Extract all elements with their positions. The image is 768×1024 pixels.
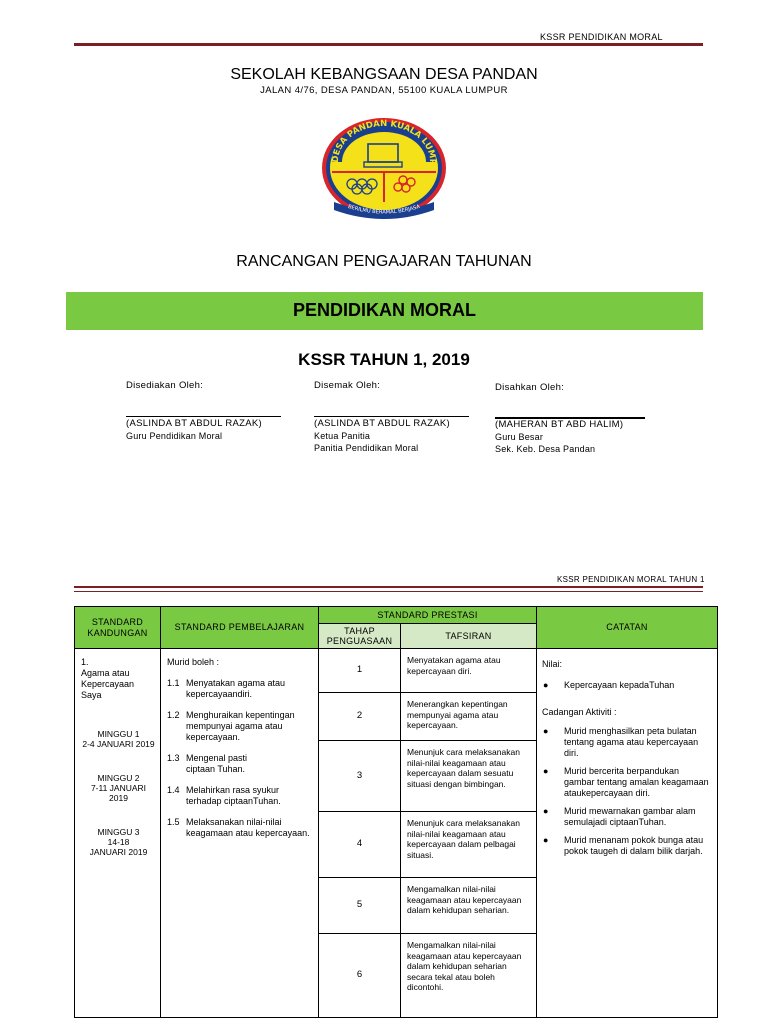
bullet-icon: ● — [543, 806, 549, 816]
tahap-cell: 6 — [319, 934, 401, 1018]
header-standard-prestasi: STANDARD PRESTASI — [319, 607, 537, 624]
lesson-plan-table — [74, 606, 718, 1018]
week-label: MINGGU 2 — [97, 773, 140, 783]
header-standard-pembelajaran: STANDARD PEMBELAJARAN — [161, 607, 319, 649]
tahap-cell: 1 — [319, 649, 401, 693]
bullet-icon: ● — [543, 835, 549, 845]
tafsiran-cell: Menerangkan kepentingan mempunyai agama atau kepercayaan. — [401, 693, 537, 741]
sp-item: 1.4 Melahirkan rasa syukur terhadap ciptaanTuhan. — [167, 785, 281, 806]
signatory-role: Sek. Keb. Desa Pandan — [495, 444, 596, 454]
school-logo — [318, 110, 450, 222]
week-label: MINGGU 1 — [97, 729, 140, 739]
tahap-cell: 5 — [319, 878, 401, 934]
aktiviti-item: ● Murid menghasilkan peta bulatan tentang agama atau kepercayaan diri. — [543, 726, 699, 758]
bullet-icon: ● — [543, 680, 549, 690]
sk-number: 1. — [81, 657, 89, 667]
tafsiran-cell: Menunjuk cara melaksanakan nilai-nilai keagamaan atau kepercayaan dalam pelbagai situasi. — [401, 812, 537, 878]
signatory-role: Ketua Panitia — [314, 431, 371, 441]
school-address: JALAN 4/76, DESA PANDAN, 55100 KUALA LUMPUR — [260, 85, 508, 96]
tafsiran-cell: Menunjuk cara melaksanakan nilai-nilai keagamaan atau kepercayaan dalam sesuatu situasi dengan bimbingan. — [401, 741, 537, 812]
catatan-cell — [537, 649, 718, 1018]
aktiviti-item: ● Murid mewarnakan gambar alam semulajadi ciptaanTuhan. — [543, 806, 696, 827]
sp-item: 1.2 Menghuraikan kepentingan mempunyai agama atau kepercayaan. — [167, 710, 295, 742]
tahap-cell: 4 — [319, 812, 401, 878]
header-rule — [74, 43, 703, 46]
page-header-label: KSSR PENDIDIKAN MORAL TAHUN 1 — [557, 575, 705, 584]
bullet-icon: ● — [543, 726, 549, 736]
signatory-name: (ASLINDA BT ABDUL RAZAK) — [314, 418, 451, 429]
header-rule — [74, 591, 703, 592]
signatory-role: Panitia Pendidikan Moral — [314, 443, 419, 453]
sp-intro: Murid boleh : — [167, 657, 220, 667]
tafsiran-cell: Mengamalkan nilai-nilai keagamaan atau kepercayaan dalam kehidupan seharian. — [401, 878, 537, 934]
sk-title: Agama atau Kepercayaan Saya — [81, 668, 135, 700]
sp-item: 1.1 Menyatakan agama atau kepercayaandiri. — [167, 678, 286, 699]
signatory-role: Guru Besar — [495, 432, 544, 442]
sp-item: 1.3 Mengenal pasti ciptaan Tuhan. — [167, 753, 248, 774]
aktiviti-item: ● Murid menanam pokok bunga atau pokok taugeh di dalam bilik darjah. — [543, 835, 704, 856]
week-block — [81, 729, 156, 749]
signatory-name: (ASLINDA BT ABDUL RAZAK) — [126, 418, 263, 429]
subject-title: PENDIDIKAN MORAL — [293, 300, 476, 320]
header-tafsiran: TAFSIRAN — [401, 624, 537, 649]
school-name: SEKOLAH KEBANGSAAN DESA PANDAN — [230, 66, 538, 83]
aktiviti-title: Cadangan Aktiviti : — [542, 707, 617, 717]
signatory-label: Disediakan Oleh: — [126, 380, 204, 391]
standard-pembelajaran-cell — [161, 649, 319, 1018]
tafsiran-cell: Menyatakan agama atau kepercayaan diri. — [401, 649, 537, 693]
header-catatan: CATATAN — [537, 607, 718, 649]
week-dates: 2-4 JANUARI 2019 — [82, 739, 155, 749]
kssr-year-title: KSSR TAHUN 1, 2019 — [298, 350, 470, 369]
signatory-name: (MAHERAN BT ABD HALIM) — [495, 419, 624, 430]
tafsiran-cell: Mengamalkan nilai-nilai keagamaan atau kepercayaan dalam kehidupan seharian secara tekal atau boleh dicontohi. — [401, 934, 537, 1018]
signature-line — [314, 416, 469, 417]
aktiviti-item: ● Murid bercerita berpandukan gambar tentang amalan keagamaan ataukepercayaan diri. — [543, 766, 709, 798]
signatory-label: Disahkan Oleh: — [495, 382, 565, 393]
week-label: MINGGU 3 — [97, 827, 140, 837]
logo-arc-text: DESA PANDAN KUALA LUMP — [330, 118, 438, 166]
signatory-label: Disemak Oleh: — [314, 380, 381, 391]
page-header-label: KSSR PENDIDIKAN MORAL — [540, 32, 663, 42]
week-block — [81, 773, 156, 803]
week-block — [81, 827, 156, 857]
logo-motto: BERILMU BERAMAL BERJASA — [347, 203, 421, 216]
tahap-cell: 2 — [319, 693, 401, 741]
standard-kandungan-cell — [75, 649, 161, 1018]
tahap-cell: 3 — [319, 741, 401, 812]
header-tahap: TAHAP PENGUASAAN — [319, 624, 401, 649]
sp-item: 1.5 Melaksanakan nilai-nilai keagamaan atau kepercayaan. — [167, 817, 310, 838]
header-standard-kandungan: STANDARD KANDUNGAN — [75, 607, 161, 649]
week-dates: 14-18 JANUARI 2019 — [89, 837, 148, 857]
bullet-icon: ● — [543, 766, 549, 776]
signature-line — [126, 416, 281, 417]
week-dates: 7-11 JANUARI 2019 — [90, 783, 147, 803]
nilai-title: Nilai: — [542, 659, 563, 669]
document-title: RANCANGAN PENGAJARAN TAHUNAN — [236, 253, 532, 270]
nilai-item: ● Kepercayaan kepadaTuhan — [543, 680, 675, 690]
signatory-role: Guru Pendidikan Moral — [126, 431, 223, 441]
header-rule — [74, 586, 703, 588]
